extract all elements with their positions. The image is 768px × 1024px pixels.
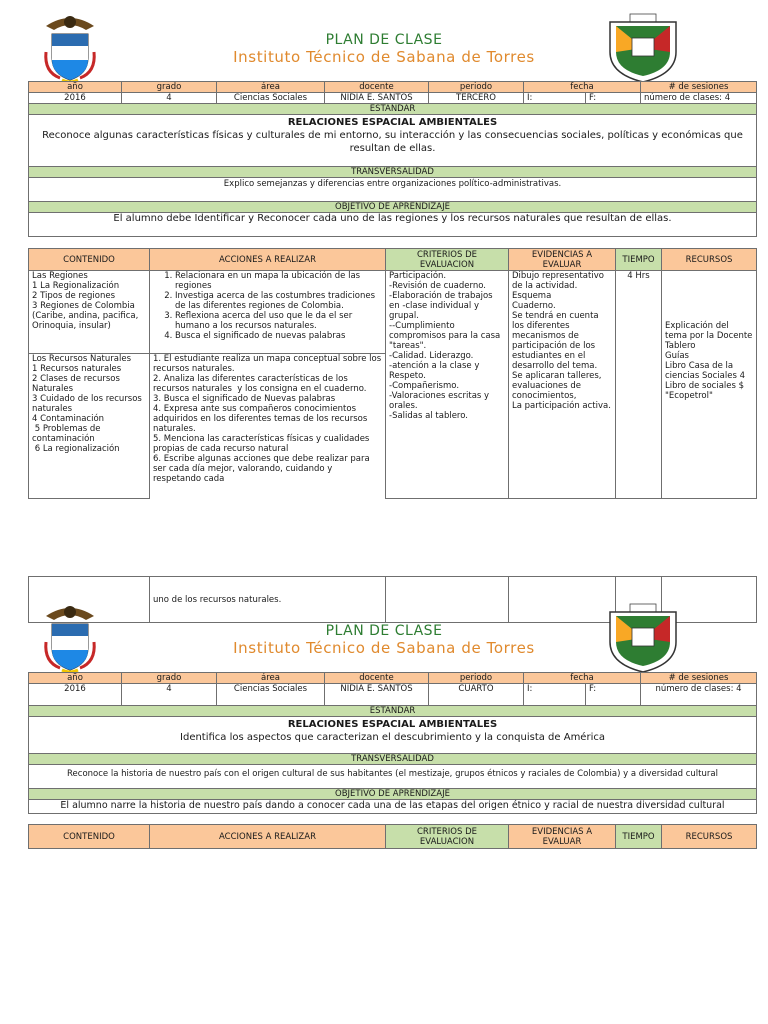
contenido-recursos (29, 354, 150, 499)
period-value: CUARTO (429, 684, 524, 706)
evidencia-line: Se tendrá en cuenta los diferentes mecanismos de participación de los estudiantes en el desarrollo del tema. (512, 311, 602, 371)
contenido-line: 2 Tipos de regiones (32, 291, 115, 301)
header-teacher: docente (325, 673, 429, 684)
transversalidad-text: Reconoce la historia de nuestro país con el origen cultural de sus habitantes (el mestizaje, grupos étnicos y raciales de Colombia) y a diversidad cultural (29, 765, 757, 789)
recursos-cell (662, 271, 757, 499)
header-grade: grado (122, 82, 217, 93)
objetivo-text: El alumno narre la historia de nuestro país dando a conocer cada una de las etapas del origen étnico y racial de nuestra diversidad cultural (29, 800, 757, 814)
transversalidad-label: TRANSVERSALIDAD (29, 167, 757, 178)
accion-item: 2. Investiga acerca de las costumbres tradiciones de las diferentes regiones de Colombia. (175, 291, 382, 311)
contenido-line: 5 Problemas de contaminación (32, 424, 104, 444)
header-sessions: # de sesiones (641, 82, 757, 93)
estandar-label: ESTANDAR (29, 104, 757, 115)
col-acciones: ACCIONES A REALIZAR (150, 249, 386, 271)
recurso-line: Libro de sociales $ "Ecopetrol" (665, 381, 747, 401)
grade-value: 4 (122, 684, 217, 706)
header-year: año (29, 82, 122, 93)
transversalidad-text: Explico semejanzas y diferencias entre organizaciones político-administrativas. (29, 178, 757, 202)
header-sessions: # de sesiones (641, 673, 757, 684)
col-tiempo: TIEMPO (616, 825, 662, 849)
sessions-value: número de clases: 4 (641, 93, 757, 104)
criterios-cell (386, 271, 509, 499)
estandar-label: ESTANDAR (29, 706, 757, 717)
accion-line: 6. Escribe algunas acciones que debe realizar para ser cada día mejor, valorando, cuidando y respetando cada (153, 454, 373, 484)
header-period: periodo (429, 673, 524, 684)
header-date: fecha (524, 82, 641, 93)
recurso-line: Libro Casa de la ciencias Sociales 4 (665, 361, 745, 381)
criterio-line: Participación. (389, 271, 447, 281)
tiempo-value: 4 Hrs (616, 271, 662, 499)
criterio-line: -atención a la clase y Respeto. (389, 361, 483, 381)
evidencia-line: Esquema (512, 291, 552, 301)
school-name: Instituto Técnico de Sabana de Torres (233, 48, 535, 66)
estandar-cell (29, 717, 757, 754)
date-end: F: (586, 684, 641, 706)
header-grade: grado (122, 673, 217, 684)
criterio-line: --Cumplimiento compromisos para la casa "tareas". (389, 321, 503, 351)
evidencias-cell (509, 271, 616, 499)
contenido-regiones (29, 271, 150, 354)
accion-line: 1. El estudiante realiza un mapa conceptual sobre los recursos naturales. (153, 354, 384, 374)
estandar-text: Reconoce algunas características físicas y culturales de mi entorno, su interacción y las consecuencias sociales, políticas y económicas que resultan de ellas. (42, 130, 743, 154)
estandar-text: Identifica los aspectos que caracterizan el descubrimiento y la conquista de América (180, 732, 605, 743)
objetivo-label: OBJETIVO DE APRENDIZAJE (29, 789, 757, 800)
estandar-cell (29, 115, 757, 167)
contenido-line: 4 Contaminación (32, 414, 105, 424)
plan1-info-table (28, 81, 757, 237)
date-start: I: (524, 93, 586, 104)
area-value: Ciencias Sociales (217, 684, 325, 706)
contenido-line: 3 Regiones de Colombia (Caribe, andina, pacifica, Orinoquia, insular) (32, 301, 141, 331)
objetivo-text: El alumno debe Identificar y Reconocer cada uno de las regiones y los recursos naturales que resultan de ellas. (29, 213, 757, 237)
area-value: Ciencias Sociales (217, 93, 325, 104)
date-start: I: (524, 684, 586, 706)
plan2-info-table (28, 672, 757, 814)
criterio-line: -Compañerismo. (389, 381, 460, 391)
criterio-line: -Calidad. Liderazgo. (389, 351, 474, 361)
col-acciones: ACCIONES A REALIZAR (150, 825, 386, 849)
col-tiempo: TIEMPO (616, 249, 662, 271)
teacher-value: NIDIA E. SANTOS (325, 684, 429, 706)
doc-title: PLAN DE CLASE (325, 623, 443, 639)
accion-line: 4. Expresa ante sus compañeros conocimientos adquiridos en los diferentes temas de los recursos naturales. (153, 404, 370, 434)
contenido-line: 6 La regionalización (32, 444, 120, 454)
recurso-line: Tablero (665, 341, 696, 351)
accion-line: 3. Busca el significado de Nuevas palabras (153, 394, 336, 404)
period-value: TERCERO (429, 93, 524, 104)
date-end: F: (586, 93, 641, 104)
continuation-criterios (386, 577, 509, 623)
col-contenido: CONTENIDO (29, 825, 150, 849)
col-recursos: RECURSOS (662, 249, 757, 271)
header-area: área (217, 82, 325, 93)
col-recursos: RECURSOS (662, 825, 757, 849)
doc-title: PLAN DE CLASE (325, 32, 443, 48)
criterio-line: -Valoraciones escritas y orales. (389, 391, 492, 411)
header-year: año (29, 673, 122, 684)
recurso-line: Explicación del tema por la Docente (665, 321, 753, 341)
col-criterios: CRITERIOS DE EVALUACION (386, 825, 509, 849)
accion-line: 2. Analiza las diferentes características de los recursos naturales y los consigna en el cuaderno. (153, 374, 367, 394)
col-evidencias: EVIDENCIAS A EVALUAR (509, 825, 616, 849)
accion-line: 5. Menciona las características físicas y cualidades propias de cada recurso natural (153, 434, 373, 454)
accion-item: 1. Relacionara en un mapa la ubicación de las regiones (175, 271, 382, 291)
estandar-title: RELACIONES ESPACIAL AMBIENTALES (287, 719, 498, 730)
criterio-line: -Salidas al tablero. (389, 411, 468, 421)
evidencia-line: Cuaderno. (512, 301, 556, 311)
estandar-title: RELACIONES ESPACIAL AMBIENTALES (287, 117, 498, 128)
contenido-line: Los Recursos Naturales (32, 354, 131, 364)
header-period: periodo (429, 82, 524, 93)
contenido-line: Las Regiones (32, 271, 88, 281)
year-value: 2016 (29, 93, 122, 104)
plan1-activity-table (28, 248, 757, 499)
school-name: Instituto Técnico de Sabana de Torres (233, 639, 535, 657)
criterio-line: -Revisión de cuaderno. (389, 281, 486, 291)
evidencia-line: Dibujo representativo de la actividad. (512, 271, 607, 291)
header-date: fecha (524, 673, 641, 684)
col-criterios: CRITERIOS DE EVALUACION (386, 249, 509, 271)
col-evidencias: EVIDENCIAS A EVALUAR (509, 249, 616, 271)
objetivo-label: OBJETIVO DE APRENDIZAJE (29, 202, 757, 213)
recurso-line: Guías (665, 351, 689, 361)
contenido-line: 1 Recursos naturales (32, 364, 122, 374)
contenido-line: 3 Cuidado de los recursos naturales (32, 394, 145, 414)
continuation-text: uno de los recursos naturales. (150, 577, 386, 623)
evidencia-line: Se aplicaran talleres, evaluaciones de conocimientos, (512, 371, 605, 401)
accion-item: 3. Reflexiona acerca del uso que le da el ser humano a los recursos naturales. (175, 311, 382, 331)
header-area: área (217, 673, 325, 684)
plan2-activity-table (28, 824, 757, 849)
transversalidad-label: TRANSVERSALIDAD (29, 754, 757, 765)
teacher-value: NIDIA E. SANTOS (325, 93, 429, 104)
contenido-line: 2 Clases de recursos Naturales (32, 374, 123, 394)
evidencia-line: La participación activa. (512, 401, 611, 411)
grade-value: 4 (122, 93, 217, 104)
col-contenido: CONTENIDO (29, 249, 150, 271)
school-shield-logo (606, 602, 680, 674)
continuation-evidencias (509, 577, 616, 623)
sessions-value: número de clases: 4 (641, 684, 757, 706)
accion-item: 4. Busca el significado de nuevas palabras (175, 331, 382, 341)
criterio-line: -Elaboración de trabajos en -clase individual y grupal. (389, 291, 496, 321)
acciones-recursos (150, 354, 386, 499)
school-shield-logo (606, 12, 680, 84)
header-teacher: docente (325, 82, 429, 93)
acciones-regiones (150, 271, 386, 354)
contenido-line: 1 La Regionalización (32, 281, 120, 291)
year-value: 2016 (29, 684, 122, 706)
